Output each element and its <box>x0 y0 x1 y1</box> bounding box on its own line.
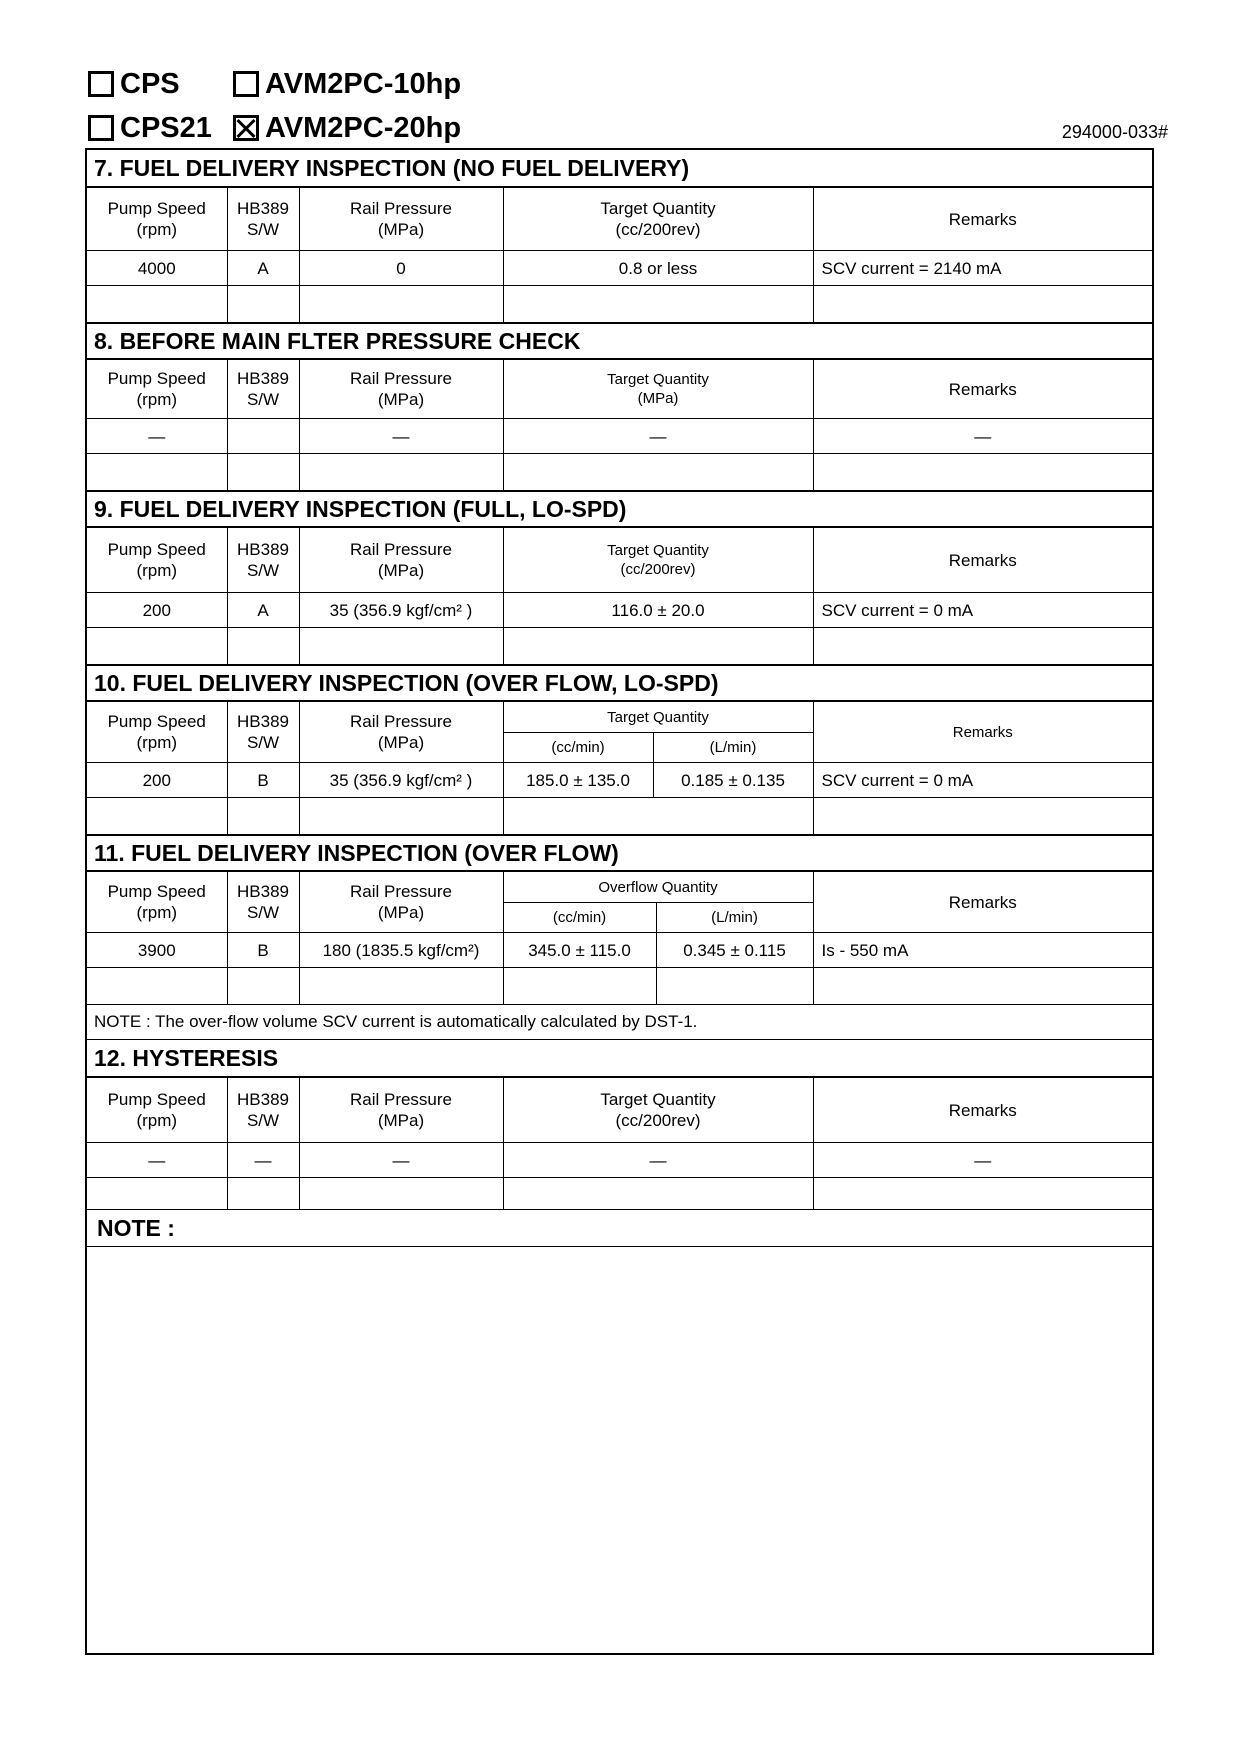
blank-cell[interactable] <box>299 1178 503 1210</box>
header-row-2 <box>88 106 1168 150</box>
header-cc-min: (cc/min) <box>503 733 653 763</box>
blank-cell[interactable] <box>87 798 227 835</box>
sw-value: B <box>227 933 299 968</box>
blank-cell[interactable] <box>227 1178 299 1210</box>
header-rail-pressure: Rail Pressure (MPa) <box>299 360 503 419</box>
blank-cell[interactable] <box>503 1178 813 1210</box>
table-header-row <box>87 360 1152 419</box>
cc-min-value: 185.0 ± 135.0 <box>503 763 653 798</box>
blank-cell[interactable] <box>299 286 503 323</box>
section-9-table <box>87 528 1152 664</box>
header-sw: HB389 S/W <box>227 1078 299 1143</box>
checked-checkbox-icon[interactable] <box>233 115 259 141</box>
blank-cell[interactable] <box>299 454 503 491</box>
option-avm2pc-20hp[interactable] <box>233 112 461 145</box>
header-target-quantity: Target Quantity (cc/200rev) <box>503 188 813 251</box>
blank-cell[interactable] <box>227 628 299 665</box>
section-7-table <box>87 188 1152 322</box>
blank-cell[interactable] <box>87 1178 227 1210</box>
rail-pressure-value: 0 <box>299 251 503 286</box>
blank-row <box>87 286 1152 323</box>
blank-cell[interactable] <box>813 798 1152 835</box>
header-target-quantity: Target Quantity (MPa) <box>503 360 813 419</box>
blank-cell[interactable] <box>299 628 503 665</box>
option-cps[interactable] <box>88 68 233 101</box>
header-rail-pressure: Rail Pressure (MPa) <box>299 1078 503 1143</box>
header-remarks: Remarks <box>813 360 1152 419</box>
section-12-table <box>87 1078 1152 1209</box>
cc-min-value: 345.0 ± 115.0 <box>503 933 656 968</box>
header-sw: HB389 S/W <box>227 188 299 251</box>
blank-cell[interactable] <box>813 286 1152 323</box>
header-remarks: Remarks <box>813 528 1152 593</box>
header-remarks: Remarks <box>813 702 1152 763</box>
header <box>88 62 1168 150</box>
l-min-value: 0.185 ± 0.135 <box>653 763 813 798</box>
blank-cell[interactable] <box>227 286 299 323</box>
document-number: 294000-033# <box>1061 122 1168 142</box>
header-rail-pressure: Rail Pressure (MPa) <box>299 188 503 251</box>
section-11-table <box>87 872 1152 1004</box>
header-rail-pressure: Rail Pressure (MPa) <box>299 872 503 933</box>
blank-cell[interactable] <box>503 968 656 1005</box>
table-header-row <box>87 702 1152 733</box>
table-row <box>87 1143 1152 1178</box>
blank-cell[interactable] <box>813 1178 1152 1210</box>
header-pump-speed: Pump Speed (rpm) <box>87 528 227 593</box>
section-8-table <box>87 360 1152 490</box>
blank-cell[interactable] <box>813 968 1152 1005</box>
section-7-title: 7. FUEL DELIVERY INSPECTION (NO FUEL DELIVERY) <box>87 150 1152 188</box>
blank-cell[interactable] <box>87 286 227 323</box>
blank-row <box>87 798 1152 835</box>
sw-value: A <box>227 593 299 628</box>
blank-cell[interactable] <box>87 454 227 491</box>
blank-row <box>87 454 1152 491</box>
header-sw: HB389 S/W <box>227 528 299 593</box>
table-header-row <box>87 1078 1152 1143</box>
pump-speed-value: 4000 <box>87 251 227 286</box>
pump-speed-value: 200 <box>87 763 227 798</box>
header-rail-pressure: Rail Pressure (MPa) <box>299 702 503 763</box>
blank-row <box>87 1178 1152 1210</box>
table-row <box>87 251 1152 286</box>
sw-value: B <box>227 763 299 798</box>
blank-cell[interactable] <box>813 628 1152 665</box>
section-9-title: 9. FUEL DELIVERY INSPECTION (FULL, LO-SPD) <box>87 490 1152 528</box>
blank-row <box>87 628 1152 665</box>
table-header-row <box>87 872 1152 903</box>
table-row <box>87 593 1152 628</box>
header-pump-speed: Pump Speed (rpm) <box>87 872 227 933</box>
header-sw: HB389 S/W <box>227 702 299 763</box>
blank-cell[interactable] <box>87 628 227 665</box>
blank-cell[interactable] <box>87 968 227 1005</box>
header-sw: HB389 S/W <box>227 360 299 419</box>
rail-pressure-value: 180 (1835.5 kgf/cm²) <box>299 933 503 968</box>
rail-pressure-value: — <box>299 419 503 454</box>
header-pump-speed: Pump Speed (rpm) <box>87 702 227 763</box>
header-l-min: (L/min) <box>656 903 813 933</box>
option-avm2pc-10hp[interactable] <box>233 68 461 101</box>
header-cc-min: (cc/min) <box>503 903 656 933</box>
remarks-value: SCV current = 0 mA <box>813 763 1152 798</box>
section-8-title: 8. BEFORE MAIN FLTER PRESSURE CHECK <box>87 322 1152 360</box>
header-l-min: (L/min) <box>653 733 813 763</box>
header-pump-speed: Pump Speed (rpm) <box>87 1078 227 1143</box>
target-quantity-value: — <box>503 419 813 454</box>
option-cps21[interactable] <box>88 112 233 145</box>
rail-pressure-value: 35 (356.9 kgf/cm² ) <box>299 763 503 798</box>
rail-pressure-value: — <box>299 1143 503 1178</box>
overflow-note: NOTE : The over-flow volume SCV current is automatically calculated by DST-1. <box>87 1004 1152 1040</box>
option-label: AVM2PC-10hp <box>265 67 462 100</box>
option-label: CPS21 <box>120 111 212 144</box>
notes-area[interactable] <box>87 1247 1152 1607</box>
pump-speed-value: — <box>87 1143 227 1178</box>
blank-cell[interactable] <box>503 628 813 665</box>
blank-row <box>87 968 1152 1005</box>
section-10-title: 10. FUEL DELIVERY INSPECTION (OVER FLOW, LO-SPD) <box>87 664 1152 702</box>
table-row <box>87 419 1152 454</box>
target-quantity-value: — <box>503 1143 813 1178</box>
rail-pressure-value: 35 (356.9 kgf/cm² ) <box>299 593 503 628</box>
notes-title: NOTE : <box>87 1209 1152 1247</box>
header-rail-pressure: Rail Pressure (MPa) <box>299 528 503 593</box>
header-target-quantity: Target Quantity (cc/200rev) <box>503 528 813 593</box>
option-label: CPS <box>120 67 180 100</box>
blank-cell[interactable] <box>299 968 503 1005</box>
remarks-value: SCV current = 2140 mA <box>813 251 1152 286</box>
blank-cell[interactable] <box>227 454 299 491</box>
header-target-quantity: Target Quantity <box>503 702 813 733</box>
blank-cell[interactable] <box>299 798 503 835</box>
header-sw: HB389 S/W <box>227 872 299 933</box>
remarks-value: — <box>813 1143 1152 1178</box>
pump-speed-value: 200 <box>87 593 227 628</box>
target-quantity-value: 116.0 ± 20.0 <box>503 593 813 628</box>
section-10-table <box>87 702 1152 834</box>
checkbox-icon[interactable] <box>88 115 114 141</box>
pump-speed-value: 3900 <box>87 933 227 968</box>
remarks-value: Is - 550 mA <box>813 933 1152 968</box>
blank-cell[interactable] <box>813 454 1152 491</box>
blank-cell[interactable] <box>227 968 299 1005</box>
blank-cell[interactable] <box>503 454 813 491</box>
header-target-quantity: Target Quantity (cc/200rev) <box>503 1078 813 1143</box>
header-pump-speed: Pump Speed (rpm) <box>87 188 227 251</box>
header-remarks: Remarks <box>813 1078 1152 1143</box>
checkbox-icon[interactable] <box>233 71 259 97</box>
option-label: AVM2PC-20hp <box>265 111 462 144</box>
target-quantity-value: 0.8 or less <box>503 251 813 286</box>
section-11-title: 11. FUEL DELIVERY INSPECTION (OVER FLOW) <box>87 834 1152 872</box>
table-row <box>87 933 1152 968</box>
sw-value: A <box>227 251 299 286</box>
sw-value <box>227 419 299 454</box>
blank-cell[interactable] <box>503 798 813 835</box>
header-pump-speed: Pump Speed (rpm) <box>87 360 227 419</box>
table-header-row <box>87 528 1152 593</box>
remarks-value: SCV current = 0 mA <box>813 593 1152 628</box>
blank-cell[interactable] <box>503 286 813 323</box>
table-row <box>87 763 1152 798</box>
header-overflow-quantity: Overflow Quantity <box>503 872 813 903</box>
header-remarks: Remarks <box>813 872 1152 933</box>
header-row-1 <box>88 62 1168 106</box>
section-12-title: 12. HYSTERESIS <box>87 1040 1152 1078</box>
sw-value: — <box>227 1143 299 1178</box>
checkbox-icon[interactable] <box>88 71 114 97</box>
header-remarks: Remarks <box>813 188 1152 251</box>
pump-speed-value: — <box>87 419 227 454</box>
blank-cell[interactable] <box>656 968 813 1005</box>
l-min-value: 0.345 ± 0.115 <box>656 933 813 968</box>
inspection-sheet <box>85 148 1154 1655</box>
table-header-row <box>87 188 1152 251</box>
blank-cell[interactable] <box>227 798 299 835</box>
remarks-value: — <box>813 419 1152 454</box>
